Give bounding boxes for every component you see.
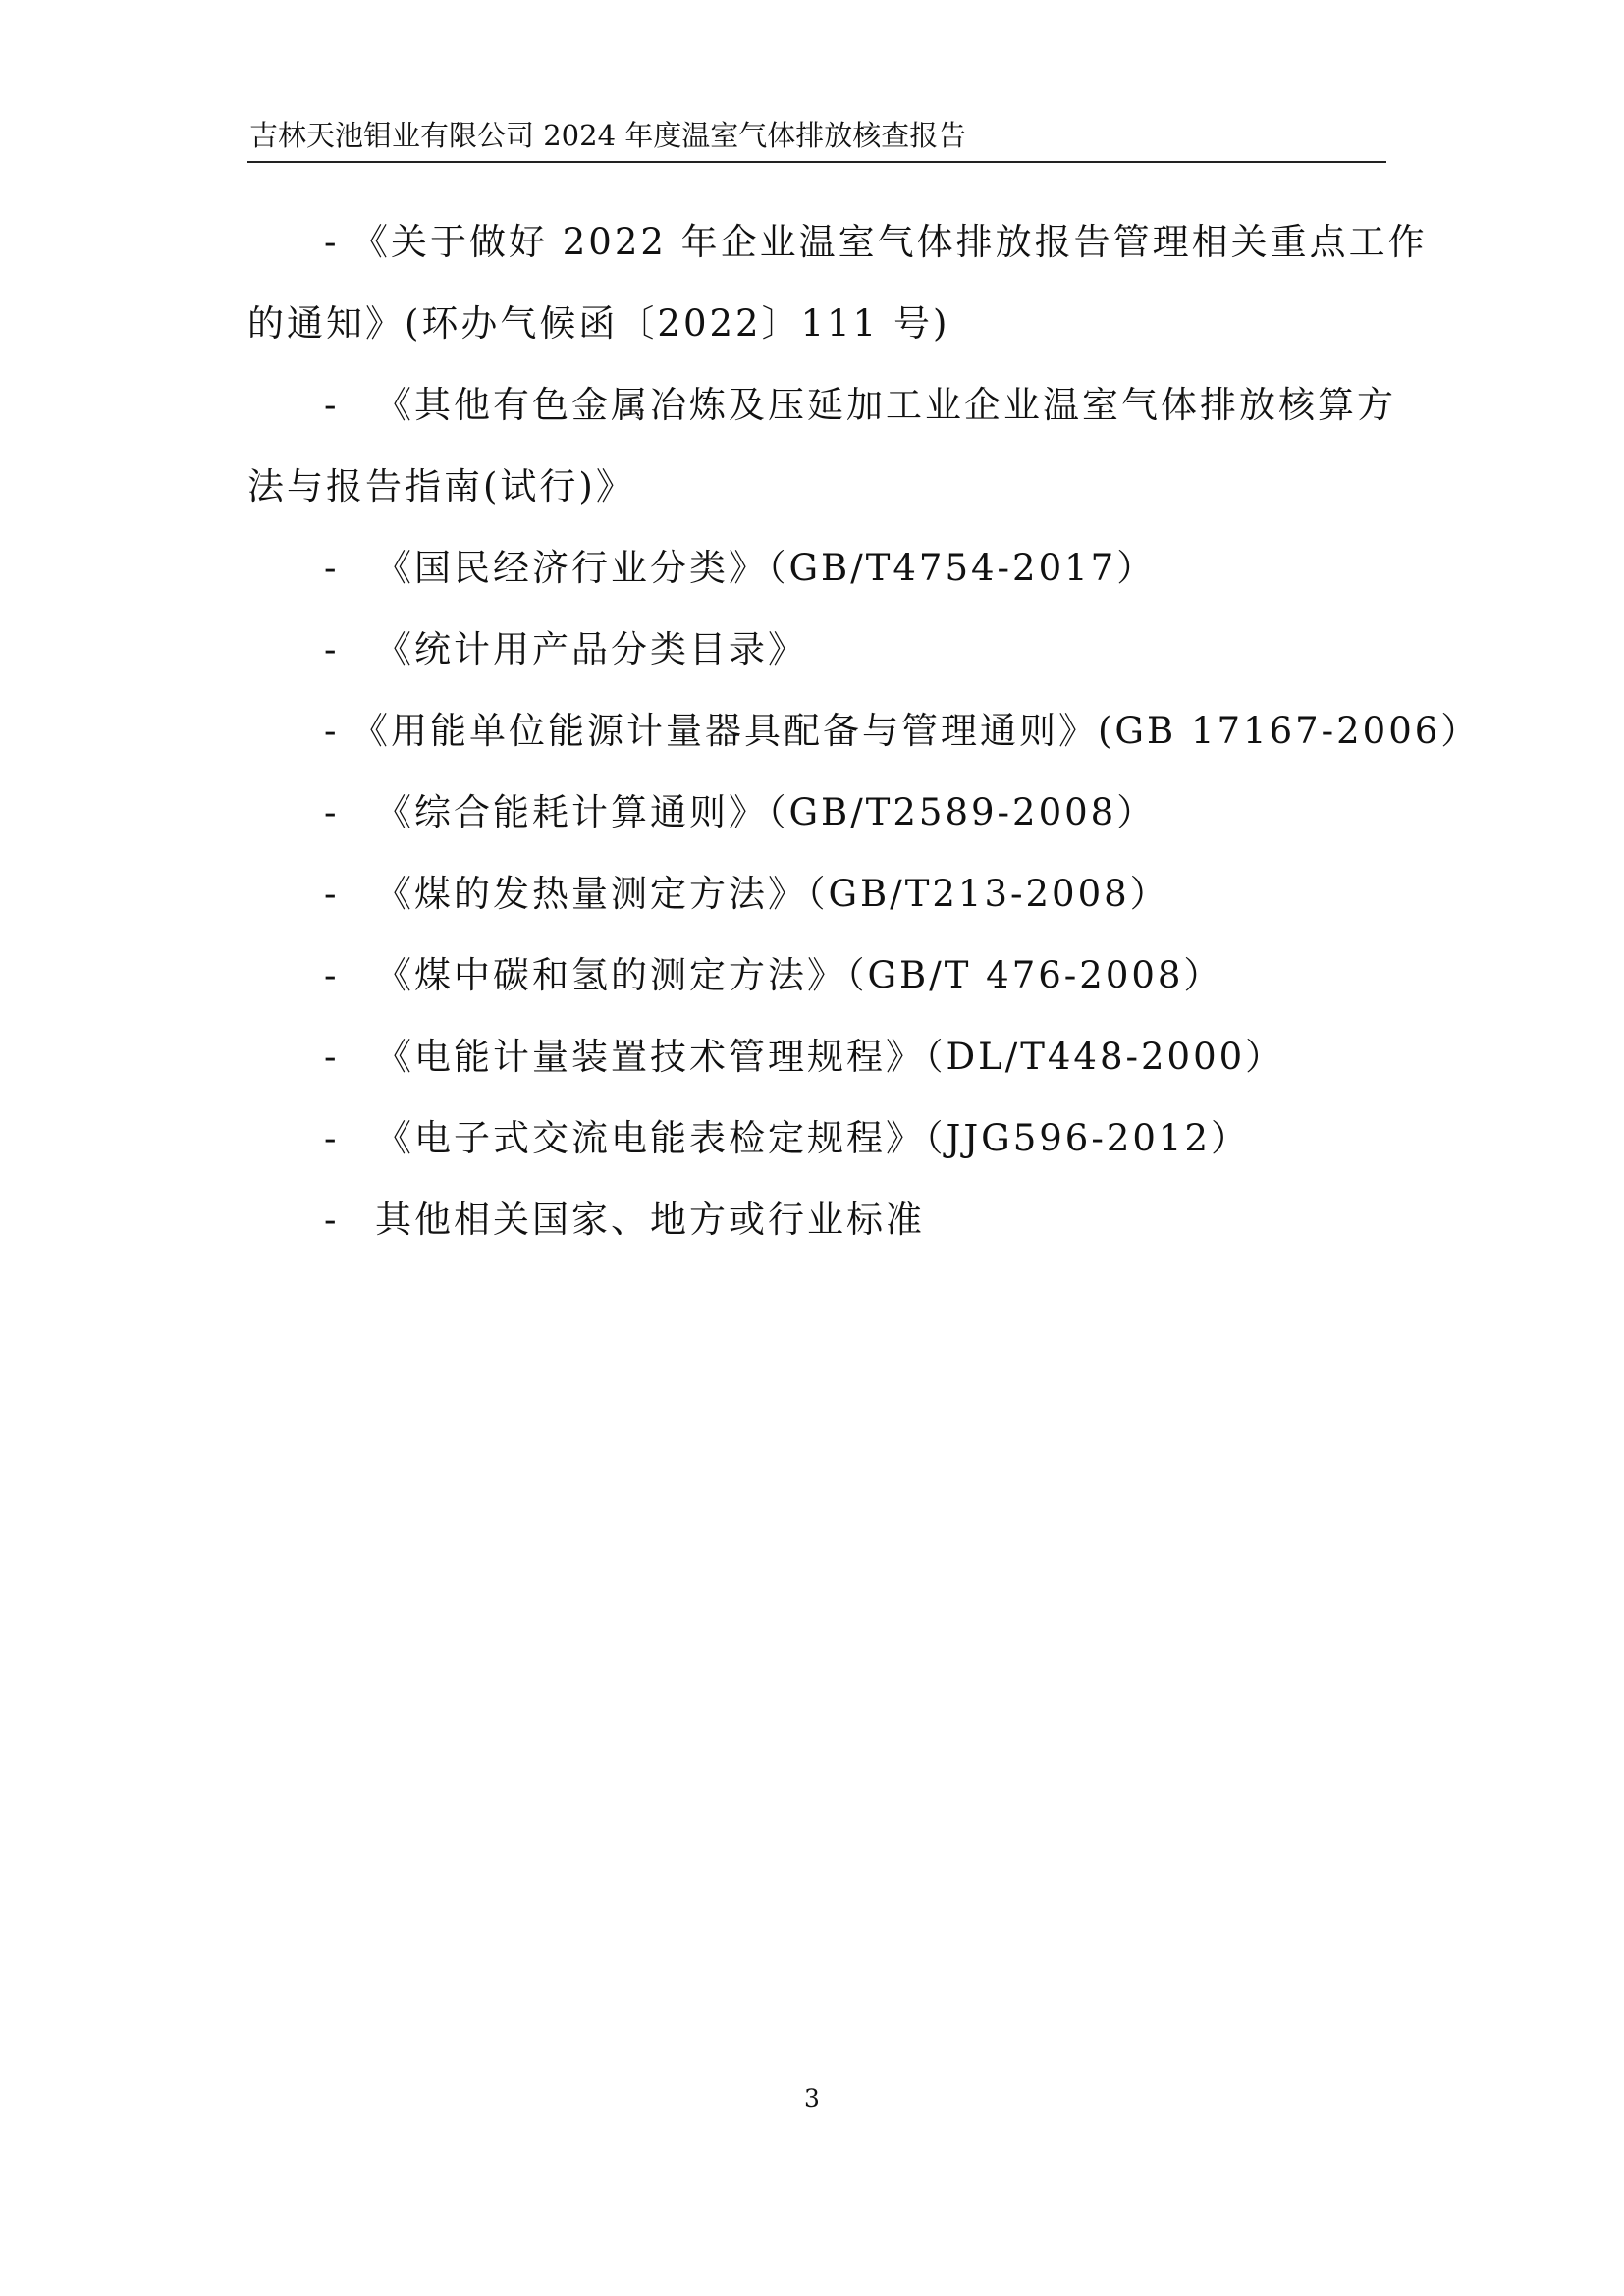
reference-text: 《统计用产品分类目录》 (375, 628, 807, 670)
list-dash: - (324, 628, 340, 670)
reference-item (247, 853, 1386, 934)
reference-item (247, 1016, 1386, 1097)
page-number: 3 (804, 2084, 820, 2112)
reference-item (247, 772, 1386, 853)
list-dash: - (324, 710, 340, 752)
list-dash: - (324, 873, 340, 915)
reference-text: 《电子式交流电能表检定规程》（JJG596-2012） (375, 1117, 1251, 1159)
reference-item (247, 201, 1428, 283)
reference-item (247, 690, 1481, 772)
reference-text: 《煤的发热量测定方法》（GB/T213-2008） (375, 873, 1169, 915)
reference-text: 《关于做好 2022 年企业温室气体排放报告管理相关重点工作 (352, 221, 1428, 263)
reference-text: 《用能单位能源计量器具配备与管理通则》(GB 17167-2006） (352, 710, 1481, 752)
list-dash: - (324, 791, 340, 833)
reference-text: 《煤中碳和氢的测定方法》（GB/T 476-2008） (375, 954, 1223, 996)
reference-continuation: 的通知》(环办气候函〔2022〕111 号) (247, 302, 950, 345)
reference-continuation: 法与报告指南(试行)》 (247, 465, 635, 507)
reference-text: 《其他有色金属冶炼及压延加工业企业温室气体排放核算方 (375, 384, 1396, 426)
reference-item (247, 1097, 1386, 1179)
reference-text: 《国民经济行业分类》（GB/T4754-2017） (375, 547, 1157, 589)
reference-item (247, 364, 1396, 446)
header-title: 吉林天池钼业有限公司 2024 年度温室气体排放核查报告 (249, 119, 967, 152)
list-dash: - (324, 1199, 340, 1241)
list-dash: - (324, 221, 340, 263)
list-dash: - (324, 384, 340, 426)
list-dash: - (324, 547, 340, 589)
reference-item (247, 527, 1386, 609)
reference-item (247, 1179, 1386, 1260)
reference-item (247, 934, 1386, 1016)
reference-list (247, 201, 1481, 1260)
list-dash: - (324, 1036, 340, 1078)
reference-text: 《综合能耗计算通则》（GB/T2589-2008） (375, 791, 1157, 833)
reference-text: 《电能计量装置技术管理规程》（DL/T448-2000） (375, 1036, 1285, 1078)
reference-text: 其他相关国家、地方或行业标准 (375, 1199, 925, 1241)
list-dash: - (324, 1117, 340, 1159)
reference-item (247, 609, 1386, 690)
page-header (247, 116, 1386, 163)
list-dash: - (324, 954, 340, 996)
